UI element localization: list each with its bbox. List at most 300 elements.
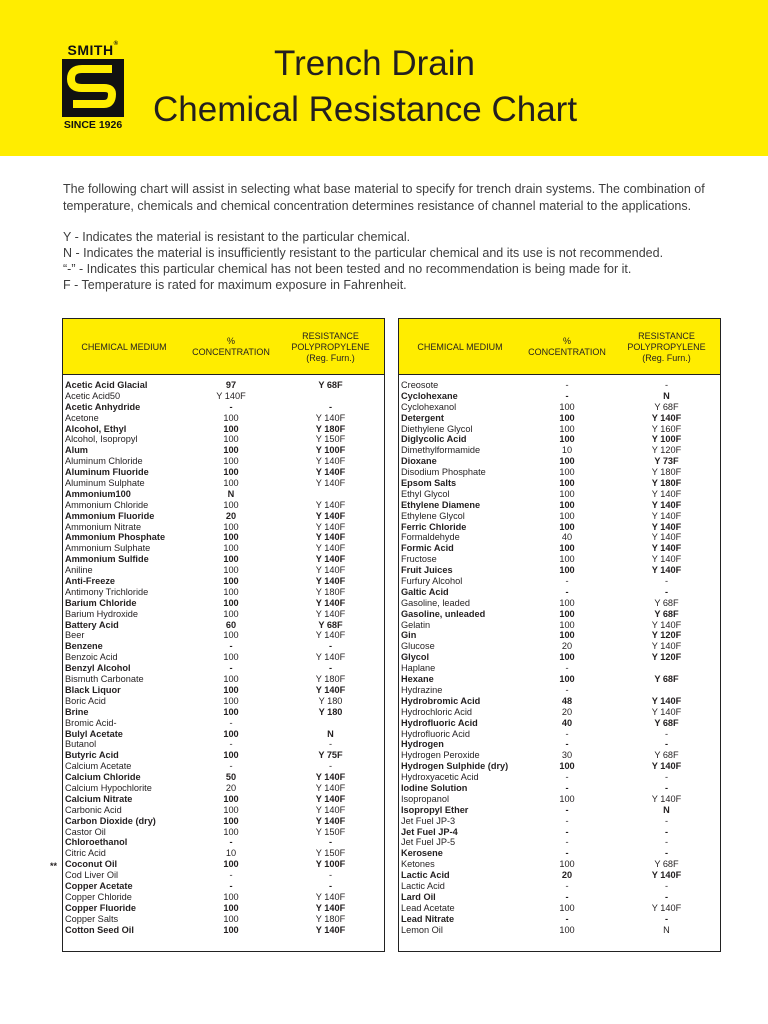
concentration-value: - <box>229 761 233 772</box>
resistance-value: Y 100F <box>315 859 346 870</box>
concentration-value: 100 <box>559 521 575 532</box>
concentration-value: - <box>229 663 233 674</box>
resistance-value: Y 140F <box>651 619 682 630</box>
chemical-name: Cod Liver Oil <box>65 870 119 881</box>
table-row <box>63 511 384 522</box>
resistance-value: Y 140F <box>651 793 682 804</box>
resistance-value: Y 150F <box>315 848 346 859</box>
resistance-value: - <box>664 826 669 837</box>
chemical-name: Fructose <box>401 554 437 565</box>
table-row <box>63 783 384 794</box>
table-row <box>63 925 384 936</box>
resistance-value: Y 150F <box>315 434 346 445</box>
resistance-value: N <box>663 924 670 935</box>
resistance-value: - <box>328 870 333 881</box>
resistance-value: Y 140F <box>315 782 346 793</box>
table-row <box>399 870 720 881</box>
table-row <box>63 707 384 718</box>
resistance-value: Y 140F <box>315 608 346 619</box>
table-header <box>63 319 384 375</box>
resistance-value: Y 140F <box>651 706 682 717</box>
chemical-name: Benzoic Acid <box>65 652 118 663</box>
concentration-value: 60 <box>225 619 237 630</box>
table-row <box>63 445 384 456</box>
concentration-value: - <box>565 837 569 848</box>
concentration-value: 100 <box>559 478 575 489</box>
resistance-value: Y 140F <box>651 532 682 543</box>
resistance-value: Y 140F <box>315 924 346 935</box>
concentration-value: 100 <box>223 706 239 717</box>
chemical-name: Hydrofluoric Acid <box>401 717 478 728</box>
resistance-value: Y 140F <box>315 478 346 489</box>
chemical-name: Hydrogen <box>401 739 444 750</box>
table-row <box>399 837 720 848</box>
concentration-value: - <box>565 815 569 826</box>
chemical-name: Hydrofluoric Acid <box>401 728 470 739</box>
table-row <box>399 478 720 489</box>
concentration-value: 100 <box>223 586 239 597</box>
resistance-value: Y 140F <box>315 554 346 565</box>
table-row <box>399 925 720 936</box>
resistance-value: - <box>328 401 333 412</box>
chemical-name: Furfury Alcohol <box>401 576 463 587</box>
table-row <box>63 696 384 707</box>
chemical-name: Ammonium100 <box>65 488 131 499</box>
chemical-name: Copper Salts <box>65 913 119 924</box>
resistance-value: - <box>328 837 333 848</box>
chemical-name: Alum <box>65 445 88 456</box>
table-row <box>63 467 384 478</box>
concentration-value: 100 <box>559 902 575 913</box>
chemical-name: Battery Acid <box>65 619 119 630</box>
chemical-name: Ammonium Phosphate <box>65 532 166 543</box>
concentration-value: - <box>229 880 233 891</box>
chemical-name: Calcium Chloride <box>65 772 141 783</box>
page-title-line-2: Chemical Resistance Chart <box>153 90 578 129</box>
chemical-name: Carbon Dioxide (dry) <box>65 815 156 826</box>
table-row <box>399 881 720 892</box>
table-row <box>399 729 720 740</box>
resistance-value: - <box>664 728 669 739</box>
concentration-value: 48 <box>561 695 573 706</box>
table-row <box>399 424 720 435</box>
table-row <box>63 576 384 587</box>
resistance-value: - <box>664 848 669 859</box>
chemical-name: Copper Acetate <box>65 880 133 891</box>
table-row <box>399 565 720 576</box>
concentration-value: - <box>229 401 233 412</box>
resistance-value: Y 68F <box>318 380 343 390</box>
table-row <box>63 772 384 783</box>
chemical-name: Hydrogen Sulphide (dry) <box>401 761 509 772</box>
logo-wordmark: SMITH® <box>67 41 119 58</box>
table-row <box>63 914 384 925</box>
resistance-value: - <box>328 761 333 772</box>
concentration-value: 20 <box>225 782 237 793</box>
table-row <box>399 848 720 859</box>
chemical-name: Glucose <box>401 641 435 652</box>
chemical-name: Calcium Hypochlorite <box>65 782 152 793</box>
concentration-value: 100 <box>223 630 239 641</box>
resistance-value: - <box>664 586 669 597</box>
table-row <box>63 805 384 816</box>
concentration-value: 100 <box>559 608 575 619</box>
concentration-value: - <box>565 891 569 902</box>
table-row <box>63 761 384 772</box>
table-row <box>399 696 720 707</box>
concentration-value: 100 <box>559 924 575 935</box>
concentration-value: 100 <box>559 859 575 870</box>
table-row <box>399 816 720 827</box>
table-row <box>399 685 720 696</box>
resistance-value: Y 68F <box>654 608 679 619</box>
resistance-value: Y 140F <box>315 576 346 587</box>
resistance-value: Y 140F <box>651 543 682 554</box>
concentration-value: 100 <box>559 793 575 804</box>
chemical-name: Calcium Acetate <box>65 761 132 772</box>
table-row <box>399 859 720 870</box>
table-row <box>63 630 384 641</box>
resistance-value: Y 140F <box>315 510 346 521</box>
chemical-name: Carbonic Acid <box>65 804 122 815</box>
resistance-value: Y 180F <box>315 913 346 924</box>
chemical-name: Hydrogen Peroxide <box>401 750 480 761</box>
table-row <box>63 532 384 543</box>
chemical-name: Ketones <box>401 859 435 870</box>
table-row <box>399 641 720 652</box>
concentration-value: 100 <box>559 619 575 630</box>
intro-paragraph: The following chart will assist in selecting what base material to specify for trench drain systems. The combination of temperature, chemicals and chemical concentration determines resistance of channel material to the applications. <box>63 182 705 213</box>
chemical-name: Citric Acid <box>65 848 106 859</box>
concentration-value: 100 <box>223 456 239 467</box>
concentration-value: 20 <box>561 641 573 652</box>
resistance-value: Y 140F <box>315 684 346 695</box>
concentration-value: 100 <box>559 488 575 499</box>
concentration-value: 100 <box>559 510 575 521</box>
table-row <box>63 837 384 848</box>
chemical-name: Disodium Phosphate <box>401 467 486 478</box>
concentration-value: Y 140F <box>216 390 246 401</box>
chemical-name: Brine <box>65 706 89 717</box>
table-row <box>63 827 384 838</box>
footnote-marker: ** <box>50 861 58 871</box>
concentration-value: 100 <box>559 761 575 772</box>
chemical-name: Epsom Salts <box>401 478 457 489</box>
table-row <box>63 489 384 500</box>
resistance-value: - <box>664 782 669 793</box>
table-row <box>63 903 384 914</box>
concentration-value: 100 <box>559 630 575 641</box>
resistance-value: - <box>664 815 669 826</box>
concentration-value: - <box>565 804 569 815</box>
concentration-value: 100 <box>223 412 239 423</box>
concentration-value: - <box>565 826 569 837</box>
resistance-value: Y 68F <box>654 859 679 870</box>
concentration-value: 100 <box>223 597 239 608</box>
chemical-name: Anti-Freeze <box>65 576 116 587</box>
resistance-value: Y 140F <box>315 804 346 815</box>
table-row <box>63 620 384 631</box>
chemical-name: Formaldehyde <box>401 532 460 543</box>
chemical-name: Bulyl Acetate <box>65 728 123 739</box>
chemical-name: Lactic Acid <box>401 880 445 891</box>
chemical-name: Ammonium Nitrate <box>65 521 142 532</box>
concentration-value: 100 <box>559 412 575 423</box>
chemical-name: Coconut Oil <box>65 859 118 870</box>
chemical-name: Copper Fluoride <box>65 902 136 913</box>
table-row <box>399 892 720 903</box>
concentration-value: 100 <box>223 532 239 543</box>
chemical-name: Lemon Oil <box>401 924 443 935</box>
concentration-value: 100 <box>223 434 239 445</box>
chemical-name: Lead Nitrate <box>401 913 455 924</box>
chemical-name: Bromic Acid- <box>65 717 117 728</box>
chemical-name: Barium Chloride <box>65 597 137 608</box>
concentration-value: 100 <box>223 826 239 837</box>
table-row <box>399 445 720 456</box>
chemical-name: Lead Acetate <box>401 902 455 913</box>
resistance-value: Y 180F <box>651 478 682 489</box>
resistance-value: Y 140F <box>315 652 346 663</box>
chemical-name: Black Liquor <box>65 684 121 695</box>
chemical-name: Aluminum Chloride <box>65 456 143 467</box>
concentration-value: 100 <box>223 815 239 826</box>
concentration-value: 100 <box>559 401 575 412</box>
table-row <box>63 478 384 489</box>
concentration-value: 100 <box>223 750 239 761</box>
resistance-value: Y 140F <box>315 597 346 608</box>
table-row <box>399 805 720 816</box>
resistance-value: Y 160F <box>651 423 682 434</box>
concentration-value: - <box>229 870 233 881</box>
concentration-value: 100 <box>223 804 239 815</box>
resistance-value: - <box>664 880 669 891</box>
resistance-value: Y 140F <box>651 870 682 881</box>
chemical-name: Copper Chloride <box>65 891 132 902</box>
resistance-value: Y 180F <box>315 674 346 685</box>
table-row <box>63 554 384 565</box>
chemical-name: Ethylene Glycol <box>401 510 465 521</box>
resistance-value: Y 140F <box>315 412 346 423</box>
concentration-value: 10 <box>561 445 573 456</box>
table-row <box>399 761 720 772</box>
table-row <box>63 663 384 674</box>
chemical-name: Cotton Seed Oil <box>65 924 134 935</box>
concentration-value: 100 <box>223 728 239 739</box>
concentration-value: - <box>565 728 569 739</box>
table-row <box>399 576 720 587</box>
table-row <box>63 434 384 445</box>
resistance-value: - <box>664 739 669 750</box>
chemical-name: Isopropanol <box>401 793 450 804</box>
resistance-value: Y 140F <box>315 891 346 902</box>
resistance-value: N <box>663 390 670 401</box>
concentration-value: 100 <box>223 478 239 489</box>
header-resistance: RESISTANCE POLYPROPYLENE (Reg. Furn.) <box>627 330 706 363</box>
logo-since: SINCE 1926 <box>63 119 123 131</box>
concentration-value: 100 <box>223 445 239 456</box>
table-row <box>399 750 720 761</box>
chemical-name: Ferric Chloride <box>401 521 467 532</box>
concentration-value: 100 <box>559 652 575 663</box>
chemical-name: Dimethylformamide <box>401 445 481 456</box>
chemical-name: Gelatin <box>401 619 431 630</box>
chemical-table-left <box>62 318 385 952</box>
table-row <box>399 380 720 391</box>
concentration-value: 100 <box>223 423 239 434</box>
concentration-value: 100 <box>223 608 239 619</box>
resistance-value: Y 150F <box>315 826 346 837</box>
resistance-value: Y 100F <box>651 434 682 445</box>
table-row <box>399 543 720 554</box>
resistance-value: Y 140F <box>315 532 346 543</box>
table-row <box>63 598 384 609</box>
concentration-value: 100 <box>223 695 239 706</box>
concentration-value: - <box>565 848 569 859</box>
resistance-value: Y 68F <box>654 750 679 761</box>
page-title-line-1: Trench Drain <box>274 44 475 83</box>
chemical-name: Benzene <box>65 641 103 652</box>
chemical-name: Gasoline, unleaded <box>401 608 486 619</box>
concentration-value: 100 <box>223 913 239 924</box>
concentration-value: - <box>565 390 569 401</box>
concentration-value: 30 <box>561 750 573 761</box>
resistance-value: Y 68F <box>654 674 679 685</box>
chemical-name: Jet Fuel JP-3 <box>401 815 456 826</box>
resistance-value: Y 140F <box>651 761 682 772</box>
smith-logo <box>57 42 129 132</box>
table-row <box>63 522 384 533</box>
resistance-value: N <box>663 804 670 815</box>
resistance-value: - <box>664 772 669 783</box>
concentration-value: 100 <box>223 467 239 478</box>
table-row <box>399 718 720 729</box>
chemical-name: Bismuth Carbonate <box>65 674 144 685</box>
concentration-value: 100 <box>223 859 239 870</box>
chemical-name: Ethylene Diamene <box>401 499 481 510</box>
table-row <box>63 816 384 827</box>
table-row <box>63 565 384 576</box>
table-row <box>399 456 720 467</box>
concentration-value: 100 <box>559 434 575 445</box>
chemical-name: Lard Oil <box>401 891 436 902</box>
table-row <box>399 554 720 565</box>
resistance-value: Y 180F <box>315 423 346 434</box>
resistance-value: - <box>328 880 333 891</box>
legend <box>63 229 743 293</box>
concentration-value: 100 <box>223 499 239 510</box>
table-row <box>63 674 384 685</box>
table-row <box>399 500 720 511</box>
concentration-value: - <box>565 586 569 597</box>
header-banner <box>0 0 768 156</box>
concentration-value: 100 <box>559 674 575 685</box>
chemical-name: Iodine Solution <box>401 782 468 793</box>
resistance-value: Y 140F <box>651 488 682 499</box>
chemical-name: Cyclohexane <box>401 390 458 401</box>
table-row <box>399 402 720 413</box>
table-row <box>63 543 384 554</box>
resistance-value: - <box>328 739 333 750</box>
resistance-value: - <box>328 663 333 674</box>
table-row <box>399 663 720 674</box>
table-row <box>63 402 384 413</box>
concentration-value: 100 <box>559 423 575 434</box>
concentration-value: 100 <box>223 902 239 913</box>
header-concentration: % CONCENTRATION <box>528 336 606 357</box>
legend-item: Y - Indicates the material is resistant to the particular chemical. <box>63 230 411 244</box>
resistance-value: Y 140F <box>315 565 346 576</box>
resistance-value: Y 140F <box>315 543 346 554</box>
table-row <box>399 739 720 750</box>
table-row <box>63 413 384 424</box>
table-row <box>63 380 384 391</box>
legend-item: F - Temperature is rated for maximum exposure in Fahrenheit. <box>63 278 407 292</box>
chemical-name: Ammonium Chloride <box>65 499 149 510</box>
table-row <box>63 718 384 729</box>
concentration-value: 100 <box>559 467 575 478</box>
table-row <box>399 532 720 543</box>
table-row <box>63 587 384 598</box>
resistance-value: Y 180F <box>651 467 682 478</box>
concentration-value: 100 <box>559 543 575 554</box>
resistance-value: Y 140F <box>651 499 682 510</box>
resistance-value: Y 68F <box>654 401 679 412</box>
chemical-name: Hexane <box>401 674 434 685</box>
concentration-value: 100 <box>223 891 239 902</box>
table-row <box>63 456 384 467</box>
table-row <box>63 652 384 663</box>
resistance-value: Y 140F <box>651 641 682 652</box>
chemical-name: Alcohol, Isopropyl <box>65 434 138 445</box>
resistance-value: Y 180F <box>315 586 346 597</box>
table-row <box>399 511 720 522</box>
concentration-value: - <box>229 739 233 750</box>
chemical-name: Kerosene <box>401 848 443 859</box>
chemical-name: Benzyl Alcohol <box>65 663 131 674</box>
table-row <box>399 772 720 783</box>
chemical-name: Chloroethanol <box>65 837 128 848</box>
table-body <box>63 380 384 935</box>
table-row <box>63 859 384 870</box>
concentration-value: - <box>565 380 569 390</box>
chemical-name: Gin <box>401 630 417 641</box>
chemical-name: Castor Oil <box>65 826 106 837</box>
table-row <box>399 467 720 478</box>
table-row <box>399 598 720 609</box>
chemical-name: Hydrochloric Acid <box>401 706 472 717</box>
resistance-value: Y 75F <box>318 750 343 761</box>
chemical-name: Acetone <box>65 412 99 423</box>
resistance-value: Y 120F <box>651 445 682 456</box>
chemical-name: Glycol <box>401 652 430 663</box>
concentration-value: 100 <box>559 554 575 565</box>
table-row <box>63 892 384 903</box>
chemical-name: Aluminum Sulphate <box>65 478 145 489</box>
chemical-name: Diglycolic Acid <box>401 434 467 445</box>
concentration-value: - <box>565 880 569 891</box>
table-row <box>63 391 384 402</box>
table-row <box>63 500 384 511</box>
chemical-name: Hydrobromic Acid <box>401 695 481 706</box>
resistance-value: Y 180 <box>318 695 343 706</box>
concentration-value: 20 <box>561 706 573 717</box>
concentration-value: 100 <box>559 456 575 467</box>
concentration-value: 100 <box>223 652 239 663</box>
concentration-value: - <box>565 684 569 695</box>
resistance-value: Y 140F <box>315 456 346 467</box>
table-row <box>399 707 720 718</box>
